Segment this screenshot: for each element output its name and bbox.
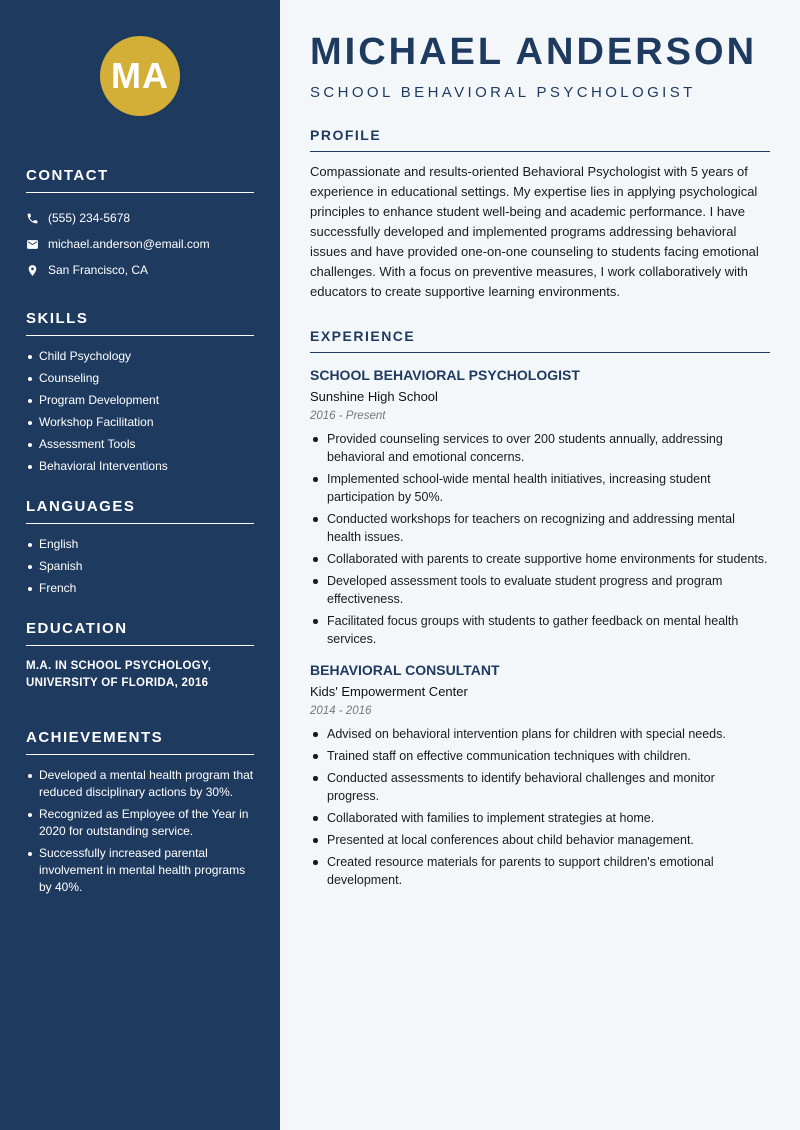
job-bullet: Presented at local conferences about child behavior management. (310, 831, 770, 849)
experience-heading: EXPERIENCE (310, 328, 770, 353)
job-dates: 2016 - Present (310, 410, 386, 422)
job-bullet: Created resource materials for parents to support children's emotional development. (310, 853, 770, 889)
candidate-name: MICHAEL ANDERSON (310, 31, 758, 73)
job-title: BEHAVIORAL CONSULTANT (310, 662, 500, 678)
job-bullets (310, 430, 770, 648)
avatar: MA (100, 36, 180, 116)
skills-heading: SKILLS (26, 310, 254, 336)
languages-section (26, 498, 254, 597)
job-bullets (310, 725, 770, 889)
location-pin-icon (26, 264, 48, 277)
candidate-role: SCHOOL BEHAVIORAL PSYCHOLOGIST (310, 84, 696, 101)
language-item: Spanish (26, 558, 254, 575)
job-bullet: Developed assessment tools to evaluate student progress and program effectiveness. (310, 572, 770, 608)
job-company: Kids' Empowerment Center (310, 684, 468, 699)
profile-text: Compassionate and results-oriented Behavioral Psychologist with 5 years of experience in educational settings. My expertise lies in applying psychological principles to enhance student well-being and academic performance. I have successfully developed and implemented programs addressing behavioral issues and have provided one-on-one counseling to students facing emotional challenges. With a focus on preventive measures, I work collaboratively with educators to create supportive learning environments. (310, 164, 759, 299)
location-text: San Francisco, CA (48, 263, 149, 277)
phone-text: (555) 234-5678 (48, 211, 131, 225)
skill-item: Behavioral Interventions (26, 458, 254, 475)
contact-phone (26, 205, 254, 231)
job-bullet: Conducted assessments to identify behavioral challenges and monitor progress. (310, 769, 770, 805)
skill-item: Program Development (26, 392, 254, 409)
achievements-section (26, 729, 254, 896)
job-dates: 2014 - 2016 (310, 705, 372, 717)
language-item: French (26, 580, 254, 597)
education-school: UNIVERSITY OF FLORIDA, 2016 (26, 677, 209, 689)
phone-icon (26, 212, 48, 225)
job-bullet: Advised on behavioral intervention plans for children with special needs. (310, 725, 770, 743)
job-bullet: Collaborated with parents to create supportive home environments for students. (310, 550, 770, 568)
skill-item: Child Psychology (26, 348, 254, 365)
job-bullet: Provided counseling services to over 200 students annually, addressing behavioral and emotional concerns. (310, 430, 770, 466)
achievement-item: Successfully increased parental involvement in mental health programs by 40%. (26, 845, 254, 896)
experience-section (310, 328, 770, 889)
profile-heading: PROFILE (310, 127, 770, 152)
job-bullet: Implemented school-wide mental health initiatives, increasing student participation by 50%. (310, 470, 770, 506)
skill-item: Workshop Facilitation (26, 414, 254, 431)
education-section (26, 620, 254, 692)
contact-heading: CONTACT (26, 167, 254, 193)
profile-section (310, 127, 770, 302)
achievements-heading: ACHIEVEMENTS (26, 729, 254, 755)
achievement-item: Recognized as Employee of the Year in 2020 for outstanding service. (26, 806, 254, 840)
language-item: English (26, 536, 254, 553)
job-entry (310, 367, 770, 648)
job-bullet: Conducted workshops for teachers on recognizing and addressing mental health issues. (310, 510, 770, 546)
job-bullet: Facilitated focus groups with students to gather feedback on mental health services. (310, 612, 770, 648)
achievements-list (26, 767, 254, 896)
skills-list (26, 348, 254, 475)
skill-item: Counseling (26, 370, 254, 387)
languages-list (26, 536, 254, 597)
contact-section (26, 167, 254, 283)
skill-item: Assessment Tools (26, 436, 254, 453)
job-bullet: Collaborated with families to implement strategies at home. (310, 809, 770, 827)
education-heading: EDUCATION (26, 620, 254, 646)
contact-email (26, 231, 254, 257)
sidebar (0, 0, 280, 1130)
mail-icon (26, 238, 48, 251)
job-entry (310, 662, 770, 889)
job-bullet: Trained staff on effective communication techniques with children. (310, 747, 770, 765)
job-company: Sunshine High School (310, 389, 438, 404)
email-text: michael.anderson@email.com (48, 237, 210, 251)
contact-location (26, 257, 254, 283)
skills-section (26, 310, 254, 475)
education-degree: M.A. IN SCHOOL PSYCHOLOGY, (26, 660, 212, 672)
achievement-item: Developed a mental health program that reduced disciplinary actions by 30%. (26, 767, 254, 801)
languages-heading: LANGUAGES (26, 498, 254, 524)
main-content (280, 0, 800, 1130)
job-title: SCHOOL BEHAVIORAL PSYCHOLOGIST (310, 367, 580, 383)
